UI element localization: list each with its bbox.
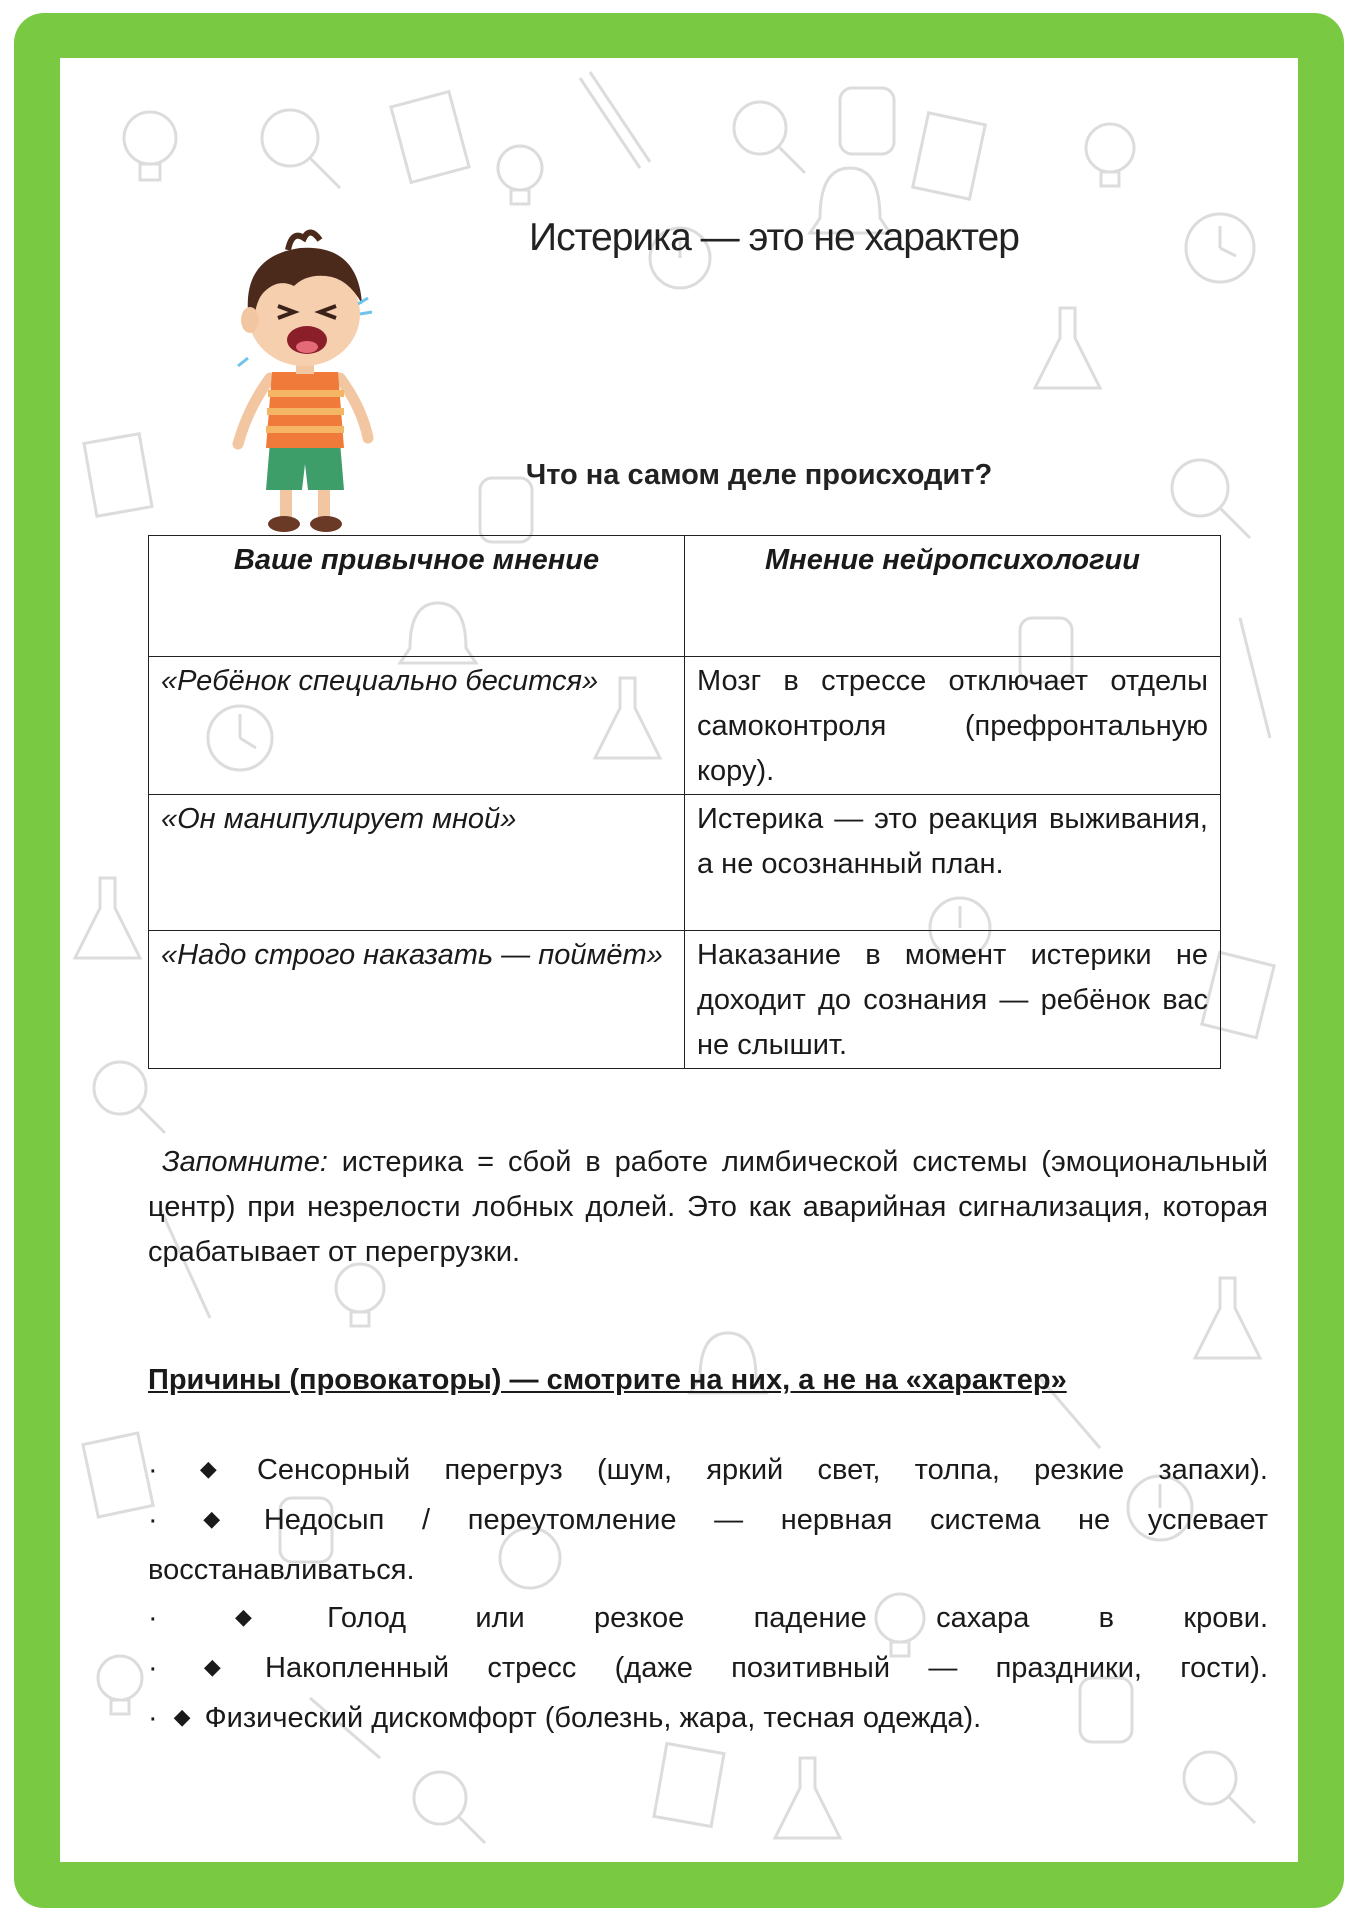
table-header-row — [149, 536, 1221, 657]
cause-text: Недосып / переутомление — нервная система не успевает восстанавливаться. — [148, 1504, 1268, 1586]
cause-text: Сенсорный перегруз (шум, яркий свет, толпа, резкие запахи). — [256, 1454, 1268, 1486]
list-item — [148, 1446, 1268, 1496]
diamond-bullet-icon: ◆ — [173, 1654, 252, 1679]
list-item — [148, 1644, 1268, 1694]
table-row — [149, 931, 1221, 1069]
causes-list — [148, 1446, 1268, 1744]
cause-text: Голод или резкое падение сахара в крови. — [327, 1602, 1268, 1634]
fact-cell: Истерика — это реакция выживания, а не осознанный план. — [685, 795, 1221, 931]
myth-cell: «Ребёнок специально бесится» — [149, 657, 685, 795]
fact-cell: Наказание в момент истерики не доходит до сознания — ребёнок вас не слышит. — [685, 931, 1221, 1069]
comparison-table — [148, 535, 1221, 1069]
list-item — [148, 1496, 1268, 1594]
table-row — [149, 795, 1221, 931]
remember-note — [148, 1140, 1268, 1275]
sheet — [60, 58, 1298, 1862]
bullet-dot: · — [148, 1702, 158, 1734]
page-title: Истерика — это не характер — [529, 216, 1019, 259]
diamond-bullet-icon: ◆ — [173, 1506, 250, 1531]
table-row — [149, 657, 1221, 795]
causes-heading: Причины (провокаторы) — смотрите на них, а не на «характер» — [148, 1364, 1067, 1396]
myth-cell: «Надо строго наказать — поймёт» — [149, 931, 685, 1069]
bullet-dot: · — [148, 1652, 158, 1684]
bullet-dot: · — [148, 1602, 158, 1634]
table-header: Ваше привычное мнение — [149, 536, 685, 657]
cause-text: Накопленный стресс (даже позитивный — праздники, гости). — [265, 1652, 1268, 1684]
diamond-bullet-icon: ◆ — [173, 1604, 314, 1629]
diamond-bullet-icon: ◆ — [173, 1456, 243, 1481]
bullet-dot: · — [148, 1504, 158, 1536]
diamond-bullet-icon: ◆ — [173, 1704, 191, 1729]
table-header: Мнение нейропсихологии — [685, 536, 1221, 657]
cause-text: Физический дискомфорт (болезнь, жара, тесная одежда). — [204, 1702, 982, 1734]
list-item — [148, 1694, 1268, 1744]
note-label: Запомните: — [161, 1146, 328, 1178]
fact-cell: Мозг в стрессе отключает отделы самоконтроля (префронтальную кору). — [685, 657, 1221, 795]
myth-cell: «Он манипулирует мной» — [149, 795, 685, 931]
bullet-dot: · — [148, 1454, 158, 1486]
section-subtitle: Что на самом деле происходит? — [525, 459, 993, 491]
note-text: истерика = сбой в работе лимбической системы (эмоциональный центр) при незрелости лобных долей. Это как аварийная сигнализация, которая срабатывает от перегрузки. — [148, 1146, 1268, 1268]
list-item — [148, 1594, 1268, 1644]
